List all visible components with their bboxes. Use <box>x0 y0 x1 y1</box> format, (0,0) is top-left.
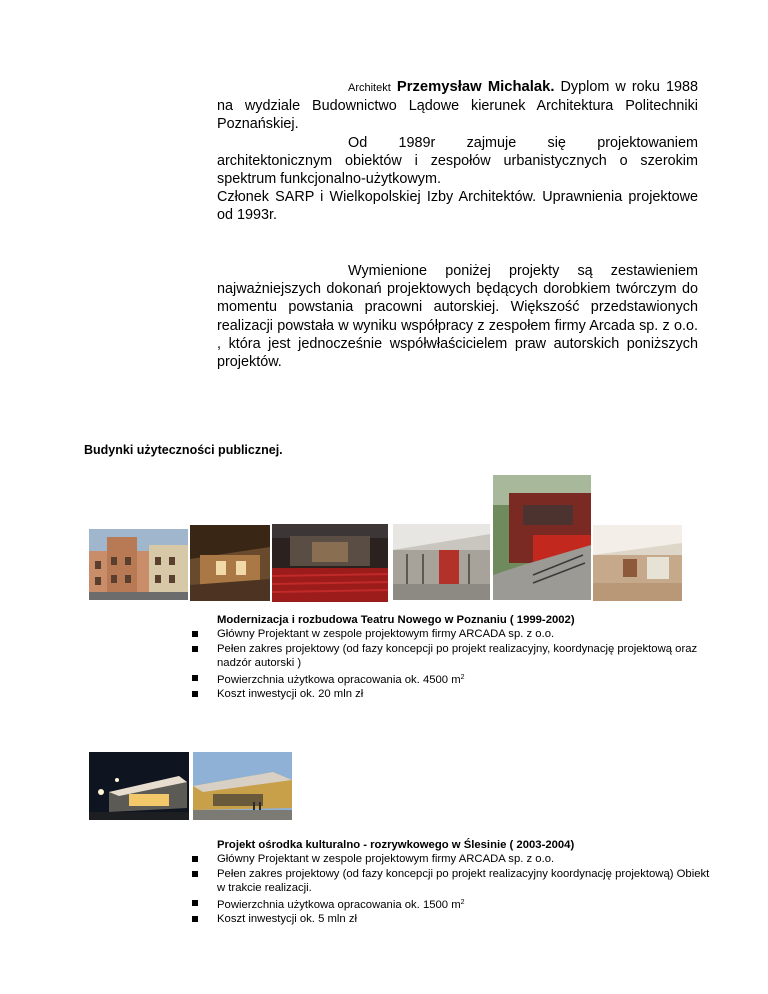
architect-name: Przemysław Michalak. <box>396 79 555 95</box>
photo-theatre-entrance-image <box>493 475 591 600</box>
project-details-list <box>217 852 717 926</box>
photo-cultural-center-night-image <box>89 752 189 820</box>
photo-cultural-center-day-image <box>193 752 292 820</box>
photo-theatre-foyer-image <box>190 525 270 601</box>
photo-theatre-entrance <box>493 475 591 600</box>
bullet-icon <box>192 675 198 681</box>
project-details-list <box>217 627 717 701</box>
project-slesin <box>217 838 717 926</box>
bullet-icon <box>192 916 198 922</box>
photo-theatre-lobby-image <box>393 524 490 600</box>
photo-cultural-center-day <box>193 752 292 820</box>
section-title: Budynki użyteczności publicznej. <box>84 443 283 457</box>
bio-line3: Członek SARP i Wielkopolskiej Izby Architektów. Uprawnienia projektowe od 1993r. <box>217 189 698 224</box>
photo-theatre-foyer <box>190 525 270 601</box>
bullet-icon <box>192 871 198 877</box>
biography-paragraph <box>217 78 698 225</box>
project-title: Projekt ośrodka kulturalno - rozrywkowego w Ślesinie ( 2003-2004) <box>217 839 575 851</box>
list-item: Główny Projektant w zespole projektowym firmy ARCADA sp. z o.o. <box>217 852 717 866</box>
bio-prefix: Architekt <box>348 82 391 94</box>
list-item: Główny Projektant w zespole projektowym firmy ARCADA sp. z o.o. <box>217 627 717 641</box>
bullet-icon <box>192 646 198 652</box>
bullet-icon <box>192 856 198 862</box>
bio-line1: Dyplom w roku 1988 na wydziale Budownictwo Lądowe kierunek Architektura Politechniki Poznańskiej. <box>217 79 698 133</box>
photo-theatre-facade <box>89 529 188 600</box>
list-item: Powierzchnia użytkowa opracowania ok. 4500 $m^2$ <box>217 671 717 687</box>
project-teatr-nowy <box>217 613 717 701</box>
bullet-icon <box>192 900 198 906</box>
list-item: Pełen zakres projektowy (od fazy koncepcji po projekt realizacyjny koordynację projektową) Obiekt w trakcie realizacji. <box>217 867 717 896</box>
intro-text: Wymienione poniżej projekty są zestawieniem najważniejszych dokonań projektowych będących dorobkiem twórczym do momentu powstania pracowni autorskiej. Większość przedstawionych realizacji powstała w wyniku współpracy z zespołem firmy Arcada sp. z o.o. , która jest jednocześnie współwłaścicielem praw autorskich poniższych projektów. <box>217 263 698 371</box>
list-item: Pełen zakres projektowy (od fazy koncepcji po projekt realizacyjny, koordynację projektową oraz nadzór autorski ) <box>217 642 717 671</box>
bullet-icon <box>192 631 198 637</box>
project-title: Modernizacja i rozbudowa Teatru Nowego w Poznaniu ( 1999-2002) <box>217 614 575 626</box>
photo-theatre-lobby <box>393 524 490 600</box>
bio-line2: Od 1989r zajmuje się projektowaniem architektonicznym obiektów i zespołów urbanistycznych o szerokim spektrum funkcjonalno-użytkowym. <box>217 134 698 188</box>
list-item: Koszt inwestycji ok. 20 mln zł <box>217 687 717 701</box>
photo-theatre-auditorium-image <box>272 524 388 602</box>
photo-theatre-auditorium <box>272 524 388 602</box>
photo-cultural-center-night <box>89 752 189 820</box>
intro-paragraph <box>217 262 698 371</box>
list-item: Koszt inwestycji ok. 5 mln zł <box>217 912 717 926</box>
photo-theatre-interior-image <box>593 525 682 601</box>
photo-theatre-facade-image <box>89 529 188 600</box>
photo-theatre-interior <box>593 525 682 601</box>
list-item: Powierzchnia użytkowa opracowania ok. 1500 $m^2$ <box>217 896 717 912</box>
bullet-icon <box>192 691 198 697</box>
